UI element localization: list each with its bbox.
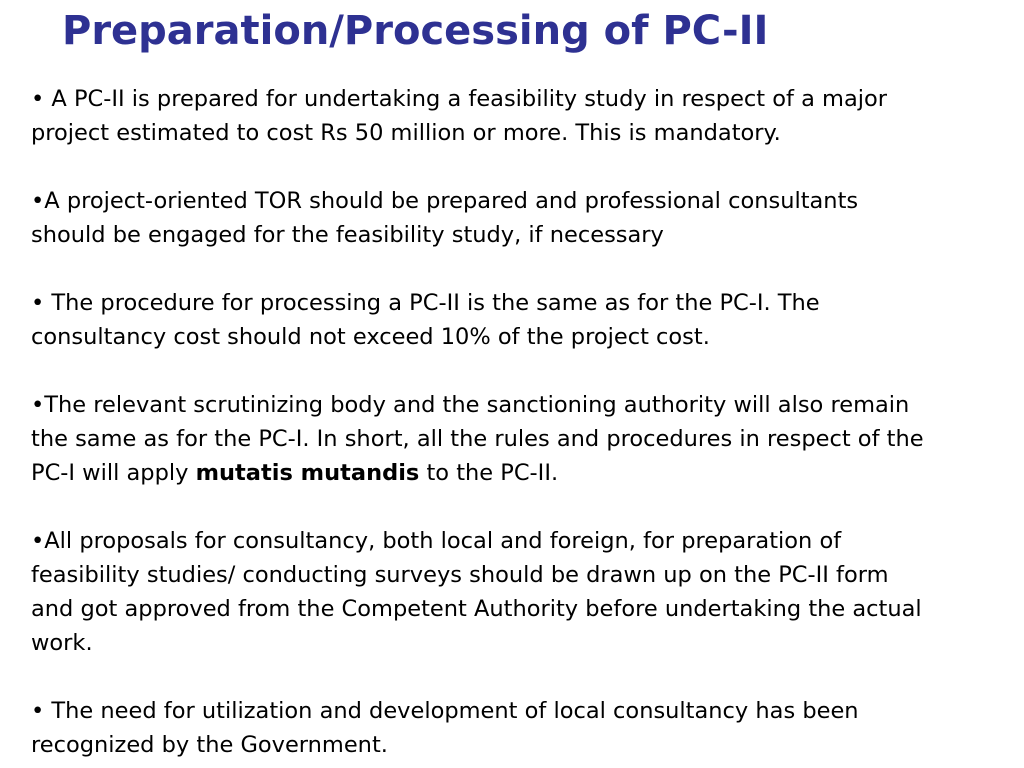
slide-body <box>31 82 1024 768</box>
text-line: work. <box>31 630 93 656</box>
slide-title: Preparation/Processing of PC-II <box>62 8 769 54</box>
text-line: • A PC-II is prepared for undertaking a feasibility study in respect of a major <box>31 86 888 112</box>
text-line-with-emphasis <box>31 456 1024 490</box>
bullet-paragraph-5 <box>31 524 1024 660</box>
text-line: and got approved from the Competent Authority before undertaking the actual <box>31 596 922 622</box>
bullet-paragraph-2 <box>31 184 1024 252</box>
text-line: project estimated to cost Rs 50 million or more. This is mandatory. <box>31 120 781 146</box>
emphasis-text: mutatis mutandis <box>195 460 420 486</box>
bullet-paragraph-6 <box>31 694 1024 762</box>
text-line: • The procedure for processing a PC-II is the same as for the PC-I. The <box>31 290 820 316</box>
text-fragment: PC-I will apply <box>31 460 196 486</box>
bullet-paragraph-4 <box>31 388 1024 490</box>
text-line: recognized by the Government. <box>31 732 388 758</box>
text-line: •A project-oriented TOR should be prepared and professional consultants <box>31 188 859 214</box>
text-fragment: to the PC-II. <box>419 460 559 486</box>
text-line: feasibility studies/ conducting surveys should be drawn up on the PC-II form <box>31 562 889 588</box>
bullet-paragraph-1 <box>31 82 1024 150</box>
text-line: •All proposals for consultancy, both local and foreign, for preparation of <box>31 528 842 554</box>
bullet-paragraph-3 <box>31 286 1024 354</box>
text-line: •The relevant scrutinizing body and the sanctioning authority will also remain <box>31 392 910 418</box>
text-line: • The need for utilization and development of local consultancy has been <box>31 698 859 724</box>
text-line: consultancy cost should not exceed 10% of the project cost. <box>31 324 710 350</box>
text-line: the same as for the PC-I. In short, all the rules and procedures in respect of the <box>31 426 924 452</box>
text-line: should be engaged for the feasibility study, if necessary <box>31 222 664 248</box>
